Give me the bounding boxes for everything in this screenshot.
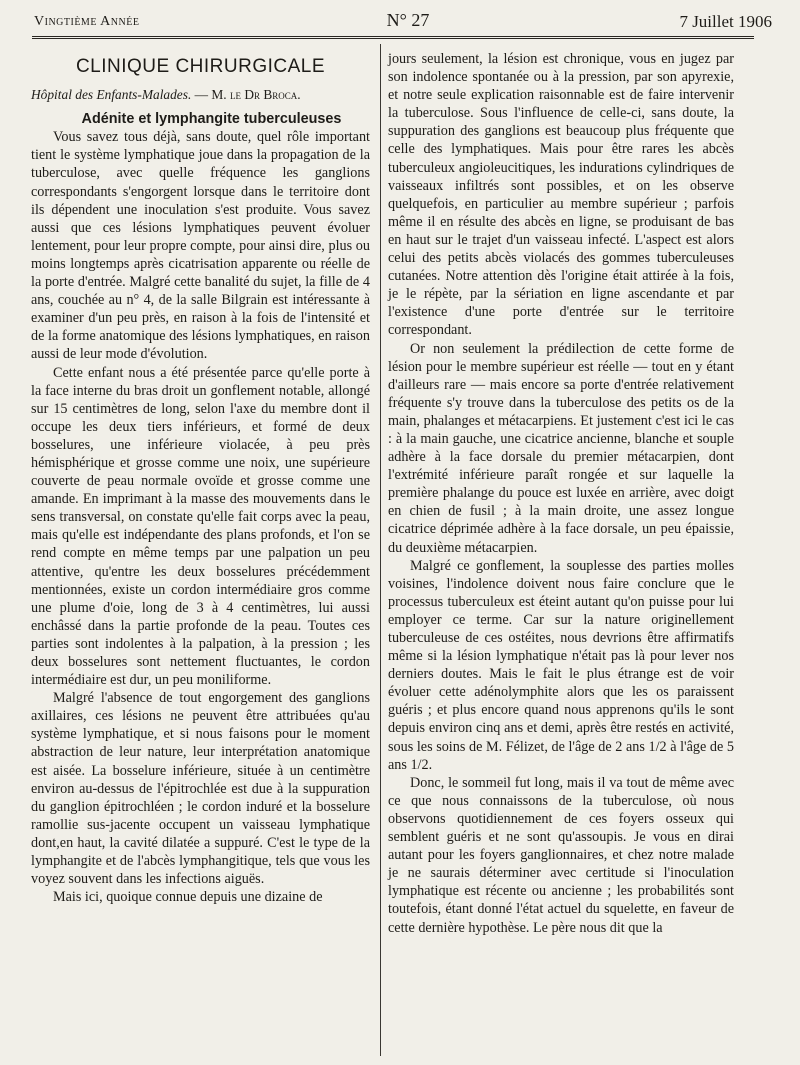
paragraph: Malgré l'absence de tout engorgement des ganglions axillaires, ces lésions ne peuvent être attribuées qu'au système lymphatique, et si nous faisons pour le moment abstraction de leur nature, leur interprétation anatomique est aisée. La bosselure inférieure, située à un centimètre environ au-dessus de l'épitrochlée est due à la suppuration du ganglion épitrochléen ; le cordon induré et la bosselure ramollie sus-jacente occupent un vaisseau lymphatique dont,en haut, la cavité dilatée a suppuré. C'est le type de la lymphangite et de l'abcès lymphangitique, tels que vous les voyez souvent dans les infections aiguës. xyxy=(31,690,370,888)
right-column xyxy=(388,50,734,937)
paragraph: Cette enfant nous a été présentée parce qu'elle porte à la face interne du bras droit un gonflement notable, allongé sur 15 centimètres de long, selon l'axe du membre dont il occupe les deux tiers inférieurs, et formé de deux bosselures, une inférieure violacée, à peu près hémisphérique et grosse comme une noix, une supérieure couverte de peau normale ovoïde et grosse comme une amande. En imprimant à la masse des mouvements dans le sens transversal, on constate qu'elle fait corps avec la peau, mais qu'elle est indépendante des plans profonds, et l'on se rend compte en même temps par une palpation un peu attentive, qu'entre les deux bosselures précédemment mentionnées, existe un cordon intermédiaire gros comme une plume d'oie, long de 3 à 4 centimètres, lui aussi enchâssé dans la partie profonde de la peau. Toutes ces parties sont indolentes à la palpation, à la pression ; les deux bosselures sont nettement fluctuantes, le cordon intermédiaire est dur, un peu moniliforme. xyxy=(31,364,370,689)
byline-place: Hôpital des Enfants-Malades. xyxy=(31,87,192,103)
byline xyxy=(31,86,370,104)
page-header xyxy=(28,0,788,40)
issue-number: N° 27 xyxy=(386,10,430,30)
paragraph: Or non seulement la prédilection de cette forme de lésion pour le membre supérieur est réelle — tout en y étant d'ailleurs rare — mais encore sa porte d'entrée relativement fréquente s'y trouve dans la tuberculose des petits os de la main, phalanges et métacarpiens. Et justement c'est ici le cas : à la main gauche, une cicatrice ancienne, blanche et souple adhère à la face dorsale du premier métacarpien, dont l'extrémité inférieure paraît rongée et sur laquelle la première phalange du pouce est luxée en arrière, avec doigt en chien de fusil ; à la main droite, une assez longue cicatrice déprimée adhère à la face dorsale, un peu épaissie, du deuxième métacarpien. xyxy=(388,340,734,556)
column-divider xyxy=(380,44,381,1056)
paragraph: Donc, le sommeil fut long, mais il va tout de même avec ce que nous connaissons de la tuberculose, où nous observons quotidiennement de ces foyers osseux qui semblent guéris et ne sont qu'assoupis. Je vous en dirai autant pour les foyers ganglionnaires, et chez notre malade je ne saurais déterminer avec certitude si l'inoculation lymphatique est récente ou ancienne ; les probabilités sont toutefois, étant donné l'état actuel du squelette, en faveur de cette dernière hypothèse. Le père nous dit que la xyxy=(388,774,734,936)
left-column xyxy=(31,50,370,906)
year-label: Vingtième Année xyxy=(34,14,140,29)
issue-date: 7 Juillet 1906 xyxy=(679,12,772,31)
header-rule xyxy=(32,36,754,39)
paragraph: Mais ici, quoique connue depuis une dizaine de xyxy=(53,889,323,906)
section-title: CLINIQUE CHIRURGICALE xyxy=(75,56,326,77)
paragraph: Malgré ce gonflement, la souplesse des parties molles voisines, l'indolence doivent nous faire conclure que le processus tuberculeux est éteint autant qu'on puisse pour lui employer ce terme. Car sur la nature originellement tuberculeuse de ces ostéites, nous devrions être affirmatifs même si la lésion lymphatique n'était pas là pour lever nos derniers doutes. Mais le fait le plus étrange est de voir évoluer cette adénolymphite alors que les os paraissent guéris ; et plus encore quand nous apprenons qu'ils le sont depuis environ cinq ans et demi, après être restés en activité, sous les soins de M. Félizet, de l'âge de 2 ans 1/2 à l'âge de 5 ans 1/2. xyxy=(388,557,734,773)
lecture-title: Adénite et lymphangite tuberculeuses xyxy=(81,111,342,128)
paragraph: jours seulement, la lésion est chronique, vous en jugez par son indolence spontanée ou à la pression, par son apyrexie, et notre seule explication raisonnable est de faire intervenir la tuberculose. Sous l'influence de celle-ci, sans doute, la suppuration des ganglions est beaucoup plus fréquente que celle des lymphatiques. Mais pour être rares les abcès tuberculeux angioleucitiques, les indurations cylindriques de vaisseaux infiltrés sont possibles, et on les observe quelquefois, en particulier au membre supérieur ; parfois même il en résulte des abcès en ligne, se produisant de bas en haut sur le trajet d'un vaisseau infecté. L'aspect est alors celui des petits abcès violacés des gommes tuberculeuses cutanées. Notre attention dès l'origine était attirée à la fois, je le répète, par la sériation en ligne ascendante et par l'existence d'une porte d'entrée sur le territoire correspondant. xyxy=(388,51,734,339)
paragraph: Vous savez tous déjà, sans doute, quel rôle important tient le système lymphatique joue dans la propagation de la tuberculose, avec quelle fréquence les ganglions correspondants s'engorgent lorsque dans le territoire dont ils dépendent une inoculation s'est produite. Vous savez aussi que ces lésions lymphatiques peuvent évoluer lentement, pour leur propre compte, pour ainsi dire, plus ou moins longtemps après cicatrisation apparente ou réelle de la porte d'entrée. Malgré cette banalité du sujet, la fille de 4 ans, couchée au n° 4, de la salle Bilgrain est intéressante à examiner d'un peu près, en raison à la fois de l'intensité et de la forme anatomique des lésions lymphatiques, en raison aussi de leur mode d'évolution. xyxy=(31,129,370,363)
byline-author: — M. le Dr Broca. xyxy=(191,87,301,103)
